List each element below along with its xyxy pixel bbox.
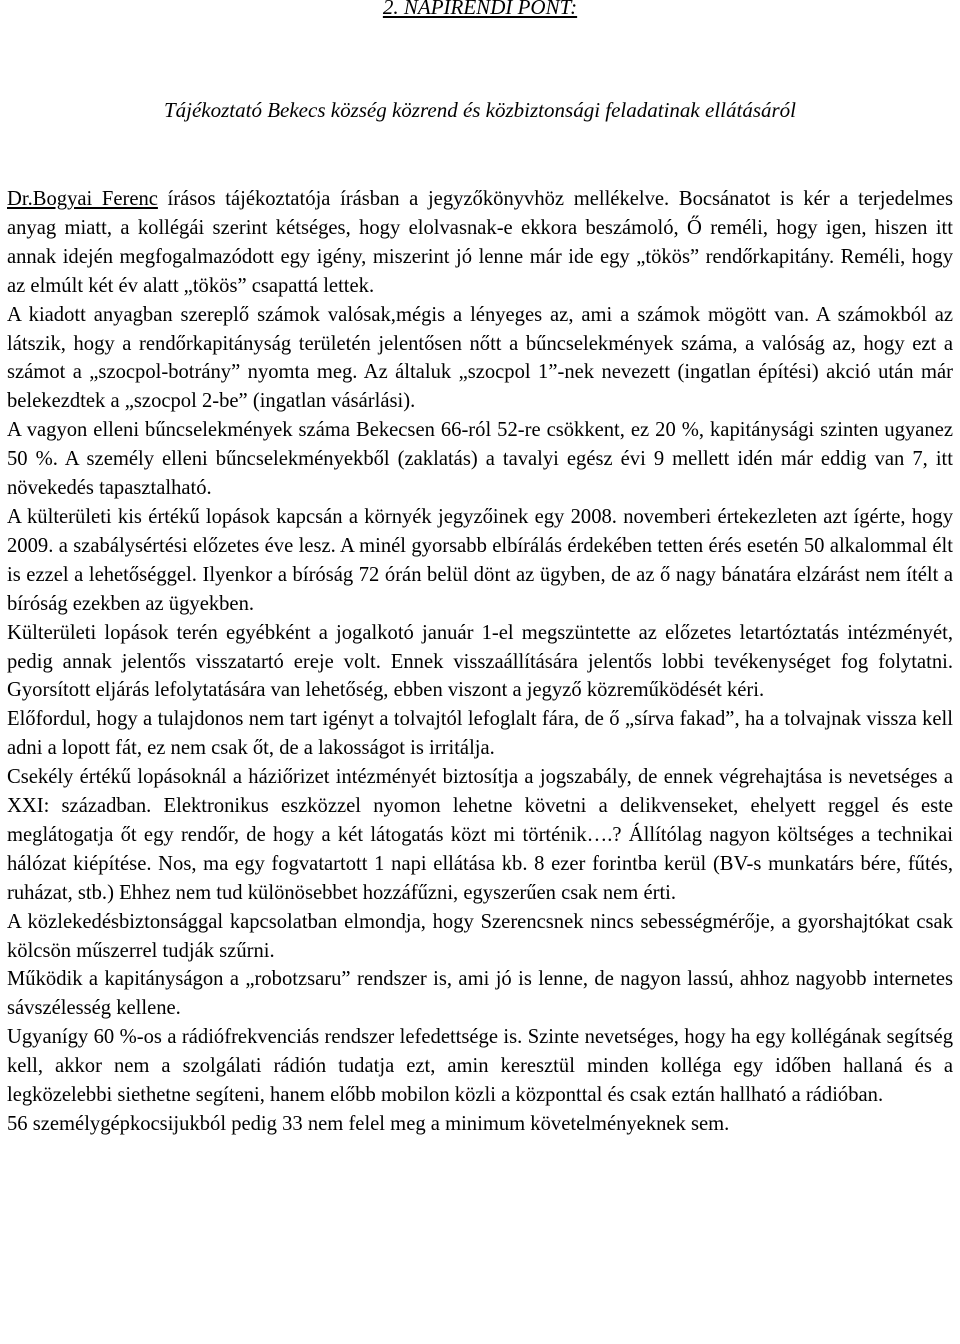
paragraph-7: Csekély értékű lopásoknál a háziőrizet intézményét biztosítja a jogszabály, de ennek végrehajtása is nevetséges a XXI: században. Elektronikus eszközzel nyomon lehetne követni a delikvenseket, ehelyett reggel és este meglátogatja őt egy rendőr, de hogy a két látogatás közt mi történik….? Állítólag nagyon költséges a technikai hálózat kiépítése. Nos, ma egy fogvatartott 1 napi ellátása kb. 8 ezer forintba kerül (BV-s munkatárs bére, fűtés, ruházat, stb.) Ehhez nem tud különösebbet hozzáfűzni, egyszerűen csak nem érti. <box>7 766 953 904</box>
paragraph-6: Előfordul, hogy a tulajdonos nem tart igényt a tolvajtól lefoglalt fára, de ő „sírva fakad”, ha a tolvajnak vissza kell adni a lopott fát, ez nem csak őt, de a lakosságot is irritálja. <box>7 708 953 760</box>
paragraph-1-text: írásos tájékoztatója írásban a jegyzőkönyvhöz mellékelve. Bocsánatot is kér a terjedelmes anyag miatt, a kollégái szerint kétséges, hogy elolvasnak-e ekkora beszámoló, Ő reméli, hogy igen, hiszen itt annak idején megfogalmazódott egy igény, miszerint jó lenne már ide egy „tökös” rendőrkapitány. Reméli, hogy az elmúlt két év alatt „tökös” csapattá lettek. <box>7 188 953 297</box>
paragraph-8: A közlekedésbiztonsággal kapcsolatban elmondja, hogy Szerencsnek nincs sebességmérője, a gyorshajtókat csak kölcsön műszerrel tudják szűrni. <box>7 910 953 962</box>
agenda-subtitle: Tájékoztató Bekecs község közrend és közbiztonsági feladatinak ellátásáról <box>163 98 797 122</box>
agenda-heading: 2. NAPIRENDI PONT: <box>382 0 578 19</box>
paragraph-9: Működik a kapitányságon a „robotzsaru” rendszer is, ami jó is lenne, de nagyon lassú, ahhoz nagyobb internetes sávszélesség kellene. <box>7 968 953 1020</box>
paragraph-11: 56 személygépkocsijukból pedig 33 nem felel meg a minimum követelményeknek sem. <box>7 1113 730 1135</box>
paragraph-4: A külterületi kis értékű lopások kapcsán a környék jegyzőinek egy 2008. novemberi értekezleten azt ígérte, hogy 2009. a szabálysértési előzetes éve lesz. A minél gyorsabb elbírálás érdekében tetten érés esetén 50 alkalommal élt is ezzel a lehetőséggel. Ilyenkor a bíróság 72 órán belül dönt az ügyben, de az ő nagy bánatára elzárást nem ítélt a bíróság ezekben az ügyekben. <box>7 505 953 615</box>
author-name: Dr.Bogyai Ferenc <box>7 188 158 210</box>
document-page <box>7 0 953 1139</box>
paragraph-2: A kiadott anyagban szereplő számok valósak,mégis a lényeges az, ami a számok mögött van. A számokból az látszik, hogy a rendőrkapitányság területén jelentősen nőtt a bűncselekmények száma, a valóság az, hogy ezt a számot a „szocpol-botrány” nyomta meg. Az általuk „szocpol 1”-nek nevezett (ingatlan építési) akció után már belekezdtek a „szocpol 2-be” (ingatlan vásárlási). <box>7 303 953 413</box>
paragraph-1 <box>7 185 953 301</box>
paragraph-10: Ugyanígy 60 %-os a rádiófrekvenciás rendszer lefedettsége is. Szinte nevetséges, hogy ha egy kollégának segítség kell, akkor nem a szolgálati rádión tudatja ezt, amin keresztül minden kollégа egy időben hallaná és a legközelebbi siethetne segíteni, hanem előbb mobilon közli a központtal és csak eztán hallható a rádióban. <box>7 1026 953 1107</box>
paragraph-5: Külterületi lopások terén egyébként a jogalkotó január 1-el megszüntette az előzetes letartóztatás intézményét, pedig annak jelentős visszatartó ereje volt. Ennek visszaállítására jelentős lobbi tevékenységet fog folytatni. Gyorsított eljárás lefolytatására van lehetőség, ebben viszont a jegyző közreműködését kéri. <box>7 621 953 702</box>
paragraph-3: A vagyon elleni bűncselekmények száma Bekecsen 66-ról 52-re csökkent, ez 20 %, kapitánysági szinten ugyanez 50 %. A személy elleni bűncselekményekből (zaklatás) a tavalyi egész évi 9 mellett idén már eddig van 7, itt növekedés tapasztalható. <box>7 419 953 500</box>
document-body <box>7 185 953 1139</box>
